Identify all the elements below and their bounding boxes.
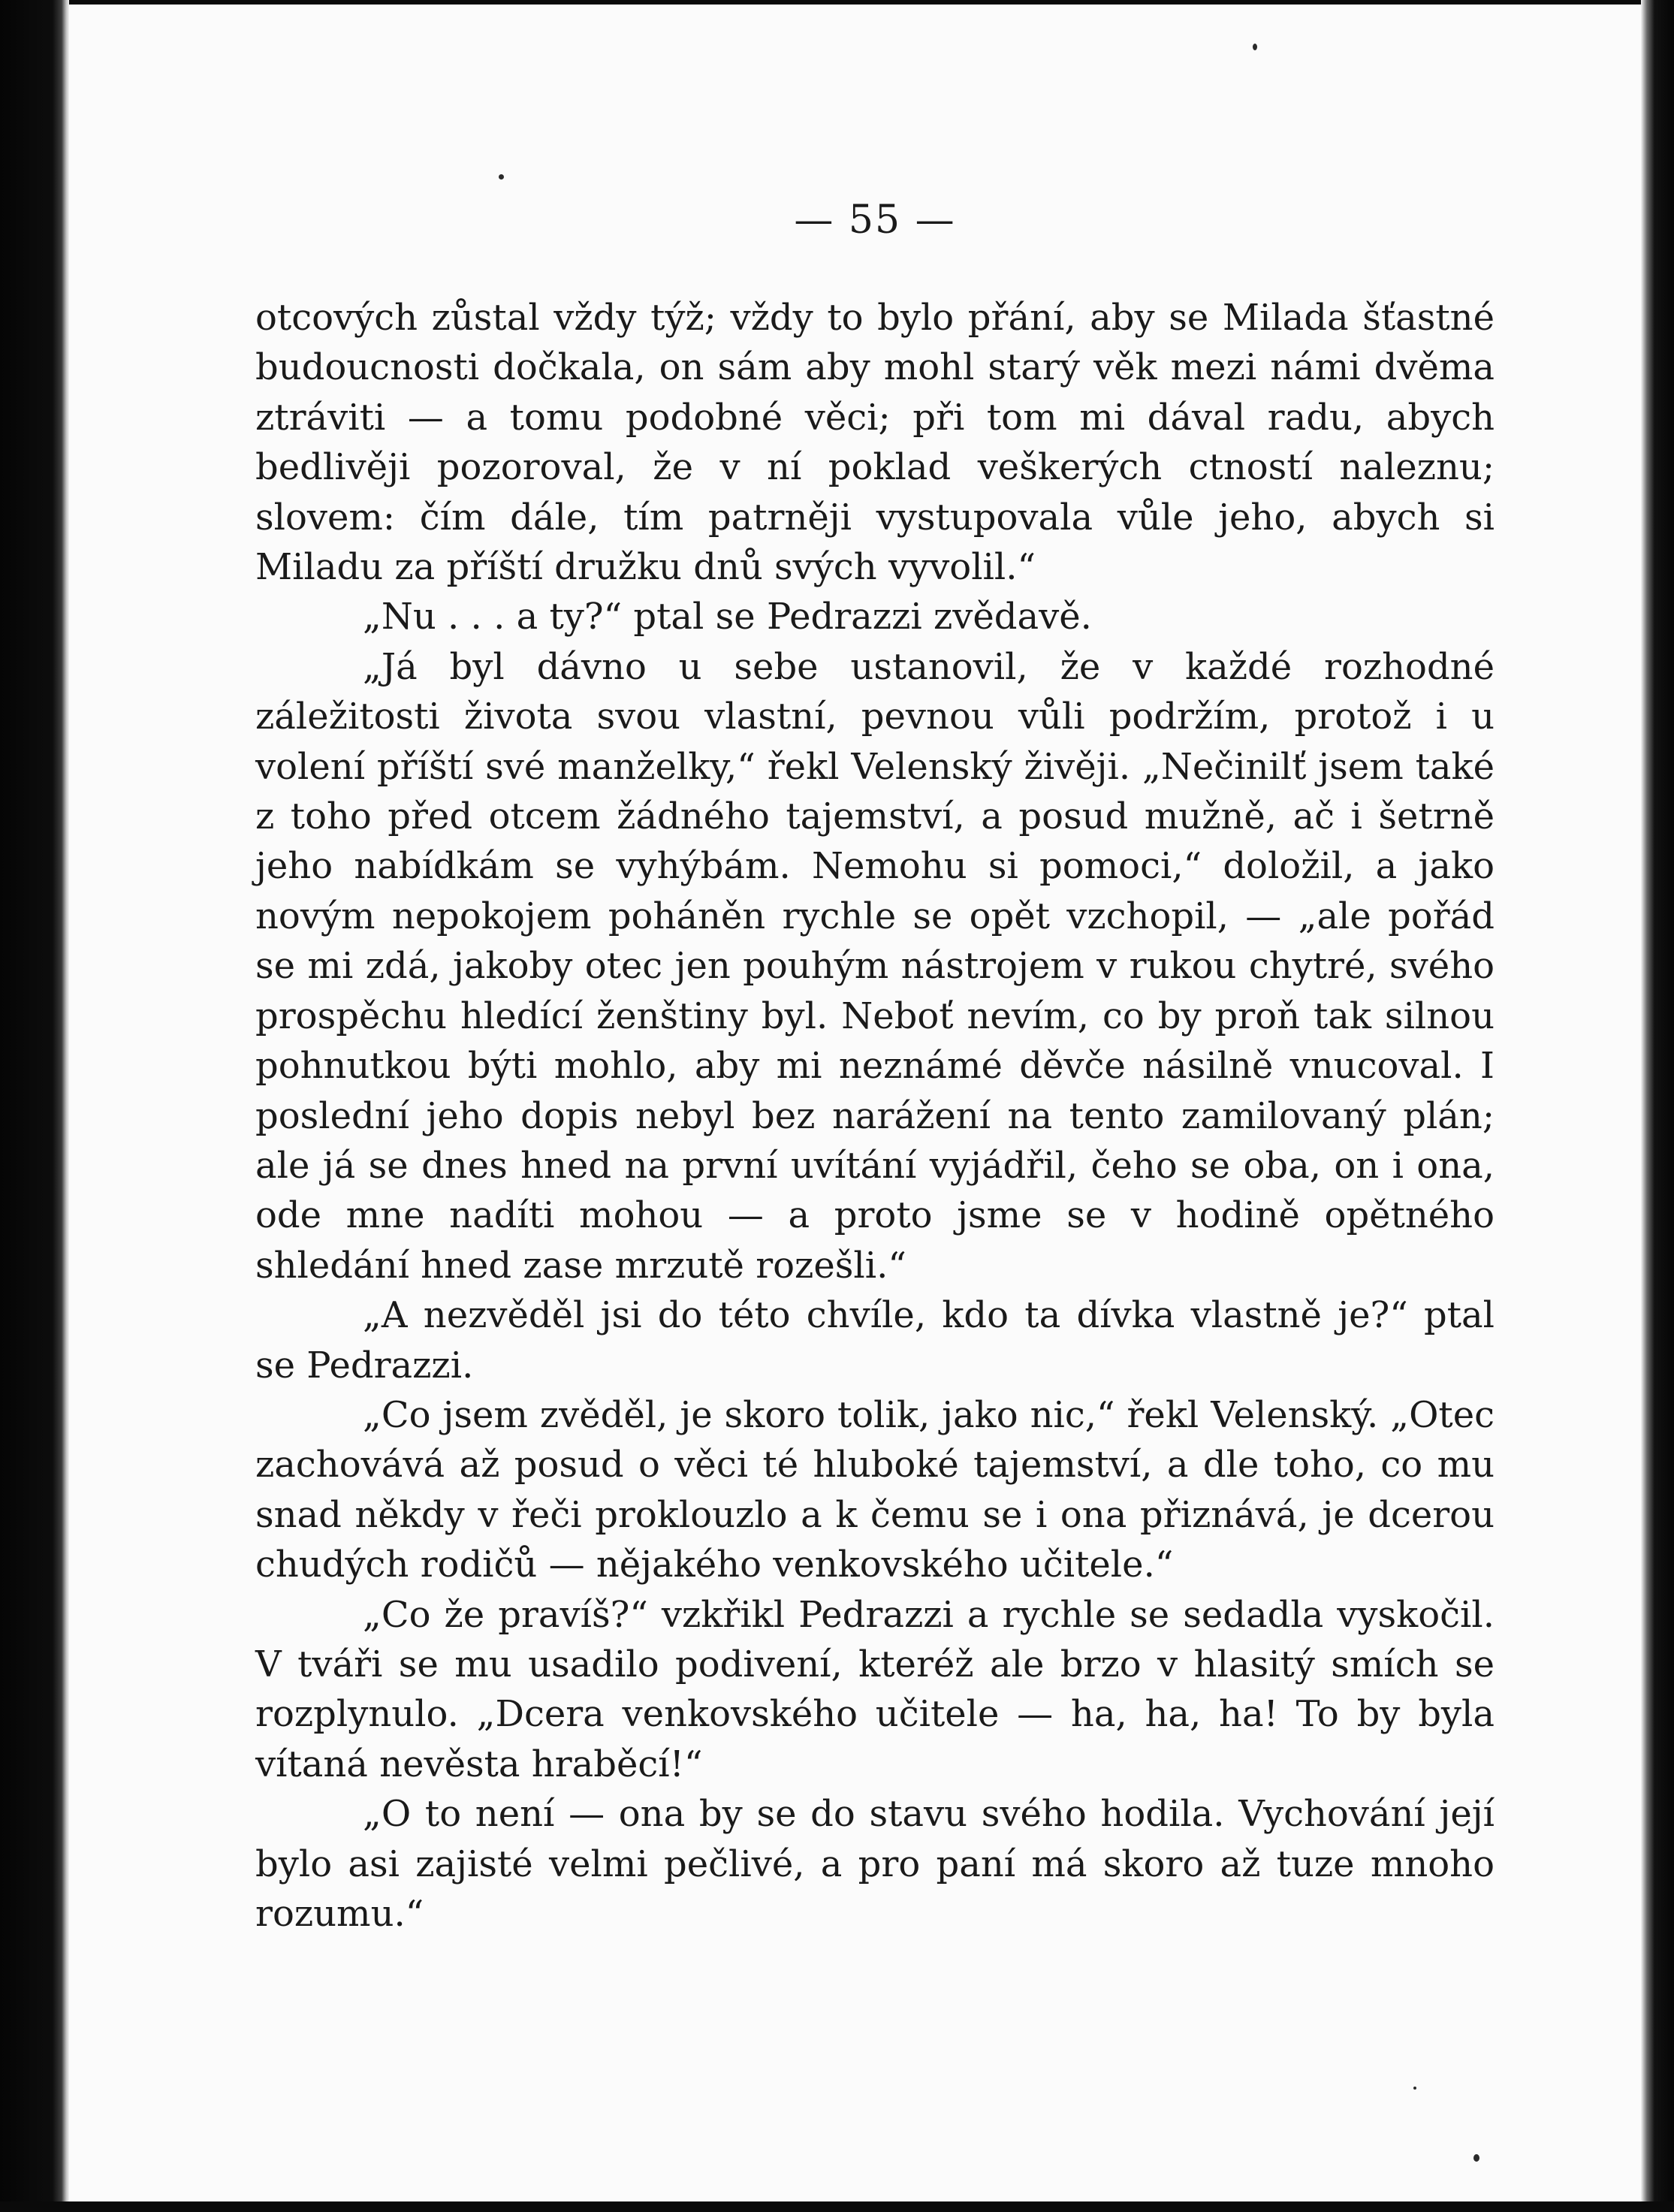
scan-edge-right [1641,0,1674,2212]
paragraph: „O to není — ona by se do stavu svého hodila. Vychování její bylo asi zajisté velmi pečlivé, a pro paní má skoro až tuze mnoho rozumu.“ [255,1793,1495,1935]
paper-speck [1473,2154,1479,2162]
scan-edge-top [0,0,1674,5]
paper-speck [499,174,504,180]
paragraph: „A nezvěděl jsi do této chvíle, kdo ta dívka vlastně je?“ ptal se Pedrazzi. [255,1294,1495,1387]
paper-speck [1253,44,1257,50]
paragraph-continuation: otcových zůstal vždy týž; vždy to bylo přání, aby se Milada šťastné budoucnosti dočkala, on sám aby mohl starý věk mezi námi dvěma ztráviti — a tomu podobné věci; při tom mi dával radu, abych bedlivěji pozoroval, že v ní poklad veškerých ctností naleznu; slovem: čím dále, tím patrněji vystupovala vůle jeho, abych si Miladu za příští družku dnů svých vyvolil.“ [255,297,1495,589]
page-number: — 55 — [794,198,956,243]
paragraph: „Nu . . . a ty?“ ptal se Pedrazzi zvědavě. [363,596,1092,638]
paper-speck [1413,2087,1416,2090]
scan-edge-bottom [0,2201,1674,2212]
paragraph: „Co jsem zvěděl, je skoro tolik, jako nic,“ řekl Velenský. „Otec zachovává až posud o věci té hluboké tajemství, a dle toho, co mu snad někdy v řeči proklouzlo a k čemu se i ona přiznává, je dcerou chudých rodičů — nějakého venkovského učitele.“ [255,1393,1495,1586]
body-text [255,293,1495,1939]
book-binding-shadow [0,0,69,2212]
paragraph: „Co že pravíš?“ vzkřikl Pedrazzi a rychle se sedadla vyskočil. V tváři se mu usadilo podivení, kteréž ale brzo v hlasitý smích se rozplynulo. „Dcera venkovského učitele — ha, ha, ha! To by byla vítaná nevěsta hraběcí!“ [255,1593,1495,1785]
paragraph: „Já byl dávno u sebe ustanovil, že v každé rozhodné záležitosti života svou vlastní, pevnou vůli podržím, protož i u volení příští své manželky,“ řekl Velenský živěji. „Nečinilť jsem také z toho před otcem žádného tajemství, a posud mužně, ač i šetrně jeho nabídkám se vyhýbám. Nemohu si pomoci,“ doložil, a jako novým nepokojem poháněn rychle se opět vzchopil, — „ale pořád se mi zdá, jakoby otec jen pouhým nástrojem v rukou chytré, svého prospěchu hledící ženštiny byl. Neboť nevím, co by proň tak silnou pohnutkou býti mohlo, aby mi neznámé děvče násilně vnucoval. I poslední jeho dopis nebyl bez narážení na tento zamilovaný plán; ale já se dnes hned na první uvítání vyjádřil, čeho se oba, on i ona, ode mne nadíti mohou — a proto jsme se v hodině opětného shledání hned zase mrzutě rozešli.“ [255,645,1495,1287]
